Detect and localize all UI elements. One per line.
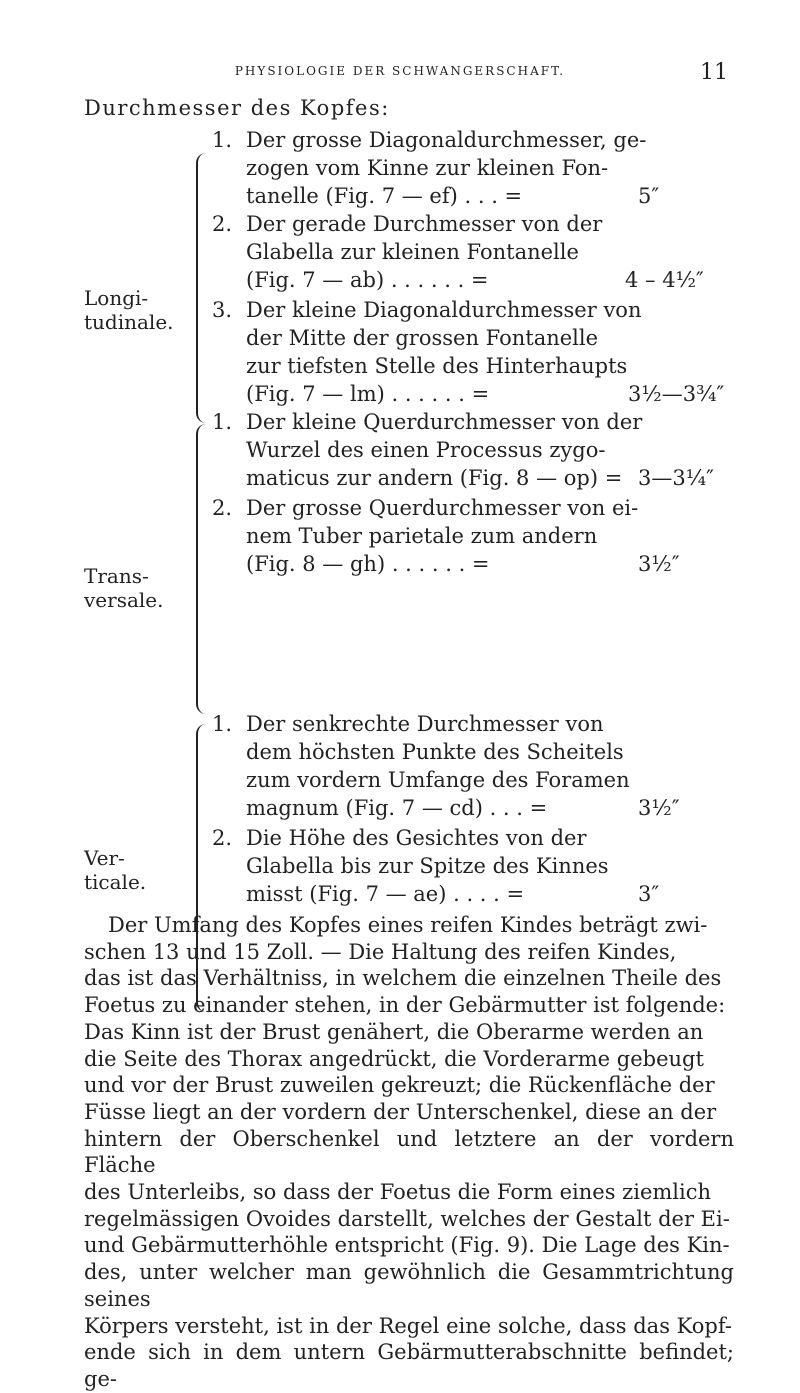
item-value: 3—3¼″ [638, 466, 714, 490]
group-label-longitudinale [84, 286, 174, 334]
group-label-line: Longi- [84, 286, 149, 310]
item-text-line: der Mitte der grossen Fontanelle [246, 326, 599, 350]
item-value: 5″ [638, 184, 660, 208]
paragraph-line: regelmässigen Ovoides darstellt, welches der Gestalt der Ei- [84, 1206, 730, 1231]
paragraph-line: Füsse liegt an der vordern der Unterschenkel, diese an der [84, 1099, 717, 1124]
item-text-line: dem höchsten Punkte des Scheitels [246, 740, 624, 764]
paragraph-line: und Gebärmutterhöhle entspricht (Fig. 9). Die Lage des Kin- [84, 1233, 730, 1258]
item-number: 1. [212, 410, 233, 434]
item-value: 4 – 4½″ [625, 268, 704, 292]
item-text-line: Die Höhe des Gesichtes von der [246, 826, 587, 850]
item-text-line: zur tiefsten Stelle des Hinterhaupts [246, 354, 628, 378]
item-value: 3″ [638, 882, 660, 906]
group-label-line: Trans- [84, 564, 149, 588]
paragraph-line: schen 13 und 15 Zoll. — Die Haltung des reifen Kindes, [84, 939, 677, 964]
item-number: 2. [212, 496, 233, 520]
brace [196, 424, 212, 714]
item-text-line: Glabella zur kleinen Fontanelle [246, 240, 579, 264]
paragraph-line: das ist das Verhältniss, in welchem die einzelnen Theile des [84, 966, 722, 991]
item-text-line: zum vordern Umfange des Foramen [246, 768, 630, 792]
group-label-line: tudinale. [84, 310, 174, 334]
item-number: 2. [212, 212, 233, 236]
item-number: 1. [212, 128, 233, 152]
paragraph-line: des, unter welcher man gewöhnlich die Gesammtrichtung seines [84, 1260, 734, 1311]
paragraph-line: die Seite des Thorax angedrückt, die Vorderarme gebeugt [84, 1046, 704, 1071]
item-number: 3. [212, 298, 233, 322]
item-number: 2. [212, 826, 233, 850]
section-lead: Durchmesser des Kopfes: [84, 96, 390, 120]
paragraph-line: des Unterleibs, so dass der Foetus die Form eines ziemlich [84, 1180, 712, 1205]
item-value: 3½″ [638, 796, 680, 820]
item-text-line: Der gerade Durchmesser von der [246, 212, 603, 236]
paragraph-line: Foetus zu einander stehen, in der Gebärmutter ist folgende: [84, 993, 726, 1018]
group-label-line: versale. [84, 588, 164, 612]
group-label-line: ticale. [84, 870, 147, 894]
item-value: 3½″ [638, 552, 680, 576]
paragraph-line: Das Kinn ist der Brust genähert, die Oberarme werden an [84, 1019, 704, 1044]
item-text-line: Wurzel des einen Processus zygo- [246, 438, 606, 462]
group-label-verticale [84, 846, 146, 894]
item-text-line: tanelle (Fig. 7 — ef) . . . = [246, 184, 523, 208]
group-label-transversale [84, 564, 163, 612]
paragraph-line: Der Umfang des Kopfes eines reifen Kindes beträgt zwi- [108, 913, 708, 937]
item-text-line: (Fig. 7 — ab) . . . . . . = [246, 268, 489, 292]
page-number: 11 [700, 60, 728, 85]
item-text-line: Der grosse Diagonaldurchmesser, ge- [246, 128, 647, 152]
paragraph-line: hintern der Oberschenkel und letztere an der vordern Fläche [84, 1126, 734, 1178]
paragraph-line: ende sich in dem untern Gebärmutterabschnitte befindet; ge- [84, 1340, 734, 1391]
item-text-line: misst (Fig. 7 — ae) . . . . = [246, 882, 525, 906]
item-text-line: Glabella bis zur Spitze des Kinnes [246, 854, 609, 878]
page-header [0, 62, 800, 86]
group-label-line: Ver- [84, 846, 125, 870]
body-paragraph [84, 912, 734, 1393]
paragraph-line: und vor der Brust zuweilen gekreuzt; die Rückenfläche der [84, 1073, 715, 1098]
item-text-line: maticus zur andern (Fig. 8 — op) = [246, 466, 623, 490]
item-text-line: Der kleine Diagonaldurchmesser von [246, 298, 642, 322]
paragraph-line: Körpers versteht, ist in der Regel eine solche, dass das Kopf- [84, 1313, 732, 1338]
item-text-line: (Fig. 7 — lm) . . . . . . = [246, 382, 490, 406]
item-value: 3½—3¾″ [628, 382, 725, 406]
item-text-line: zogen vom Kinne zur kleinen Fon- [246, 156, 609, 180]
item-text-line: (Fig. 8 — gh) . . . . . . = [246, 552, 490, 576]
item-text-line: nem Tuber parietale zum andern [246, 524, 598, 548]
brace [196, 153, 212, 423]
item-text-line: magnum (Fig. 7 — cd) . . . = [246, 796, 548, 820]
running-title: PHYSIOLOGIE DER SCHWANGERSCHAFT. [234, 64, 566, 78]
item-text-line: Der kleine Querdurchmesser von der [246, 410, 643, 434]
item-number: 1. [212, 712, 233, 736]
item-text-line: Der senkrechte Durchmesser von [246, 712, 604, 736]
item-text-line: Der grosse Querdurchmesser von ei- [246, 496, 639, 520]
